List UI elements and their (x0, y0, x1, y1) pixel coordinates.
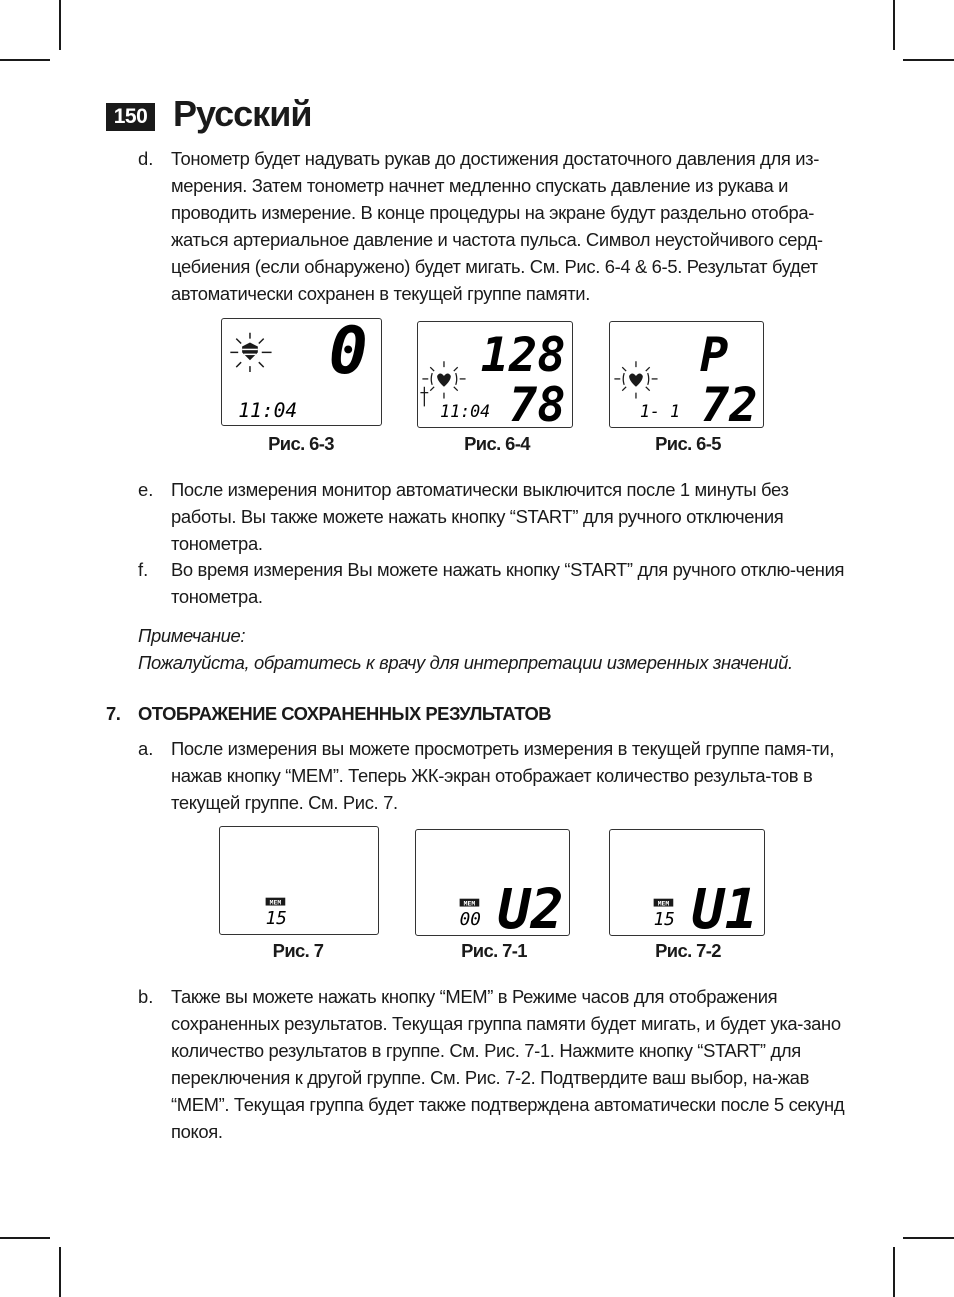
crop-mark (893, 1247, 895, 1297)
figure-caption: Рис. 6-3 (268, 433, 334, 454)
section-number: 7. (106, 703, 121, 724)
list-item-a (138, 735, 850, 816)
note-text: Пожалуйста, обратитесь к врачу для интерпретации измеренных значений. (138, 652, 793, 673)
lcd-main-value: 0 (328, 319, 368, 389)
lcd-figure-6-5 (609, 321, 764, 428)
figure-caption: Рис. 7-2 (655, 940, 721, 961)
list-item-label: a. (138, 738, 154, 759)
lcd-figure-7-2 (609, 829, 765, 936)
list-item-text: После измерения монитор автоматически выключится после 1 минуты без работы. Вы также можете нажать кнопку “START” для ручного отключения тонометра. (171, 479, 789, 554)
lcd-display (418, 322, 572, 427)
lcd-top-value: P (699, 328, 729, 384)
heart-icon (437, 374, 451, 387)
lcd-diastolic-value: 78 (508, 378, 566, 427)
lcd-figure-6-4 (417, 321, 573, 428)
mem-badge-label: MEM (463, 899, 476, 908)
list-item-d (138, 145, 850, 307)
list-item-e (138, 476, 850, 557)
lcd-figure-7-1 (415, 829, 570, 936)
lcd-pulse-value: 72 (700, 378, 758, 427)
lcd-systolic-value: 128 (480, 328, 566, 384)
lcd-count: 15 (265, 909, 287, 930)
list-item-text: После измерения вы можете просмотреть измерения в текущей группе памя-ти, нажав кнопку “MEM”. Теперь ЖК-экран отображает количество результа-тов в текущей группе. См. Рис. 7. (171, 738, 835, 813)
crop-mark (59, 0, 61, 50)
lcd-display (222, 319, 381, 425)
lcd-figure-7 (219, 826, 379, 935)
figure-caption: Рис. 7-1 (461, 940, 527, 961)
lcd-display (416, 830, 569, 935)
lcd-small-value: 1- 1 (639, 402, 681, 422)
list-item-f (138, 556, 850, 610)
list-item-label: d. (138, 148, 154, 169)
lcd-display (610, 322, 763, 427)
lcd-time: 11:04 (238, 399, 298, 423)
lcd-figure-6-3 (221, 318, 382, 426)
page-title: Русский (173, 93, 312, 134)
figure-caption: Рис. 6-4 (464, 433, 530, 454)
lcd-user-group: U1 (691, 877, 758, 935)
list-item-label: f. (138, 559, 149, 580)
heart-icon (629, 374, 643, 387)
lcd-time: 11:04 (440, 402, 491, 422)
crop-mark (903, 59, 954, 61)
crop-mark (0, 59, 50, 61)
mem-badge-label: MEM (269, 898, 282, 907)
list-item-text: Тонометр будет надувать рукав до достижения достаточного давления для из-мерения. Затем тонометр начнет медленно спускать давление из рукава и проводить измерение. В конце процедуры на экране будут раздельно отобра-жаться артериальное давление и частота пульса. Символ неустойчивого серд-цебиения (если обнаружено) будет мигать. См. Рис. 6-4 & 6-5. Результат будет автоматически сохранен в текущей группе памяти. (171, 148, 823, 304)
page-number: 150 (106, 103, 155, 131)
lcd-count: 15 (653, 910, 675, 931)
list-item-text: Также вы можете нажать кнопку “MEM” в Режиме часов для отображения сохраненных результатов. Текущая группа памяти будет мигать, и будет ука-зано количество результатов в группе. См. Рис. 7-1. Нажмите кнопку “START” для переключения к другой группе. См. Рис. 7-2. Подтвердите ваш выбор, на-жав “MEM”. Текущая группа будет также подтверждена автоматически после 5 секунд покоя. (171, 986, 845, 1142)
lcd-display (610, 830, 764, 935)
heart-icon (242, 343, 258, 361)
note-title: Примечание: (138, 625, 246, 646)
figure-caption: Рис. 6-5 (655, 433, 721, 454)
lcd-user-group: U2 (497, 877, 564, 935)
arrhythmia-icon (420, 387, 428, 407)
mem-badge-label: MEM (657, 899, 670, 908)
crop-mark (903, 1237, 954, 1239)
section-title: ОТОБРАЖЕНИЕ СОХРАНЕННЫХ РЕЗУЛЬТАТОВ (138, 703, 552, 724)
crop-mark (59, 1247, 61, 1297)
crop-mark (0, 1237, 50, 1239)
figure-caption: Рис. 7 (272, 940, 324, 961)
list-item-label: b. (138, 986, 154, 1007)
lcd-count: 00 (459, 910, 481, 931)
list-item-text: Во время измерения Вы можете нажать кнопку “START” для ручного отклю-чения тонометра. (171, 559, 845, 607)
lcd-display (220, 827, 378, 934)
section-heading (106, 703, 551, 725)
list-item-label: e. (138, 479, 154, 500)
crop-mark (893, 0, 895, 50)
list-item-b (138, 983, 850, 1145)
